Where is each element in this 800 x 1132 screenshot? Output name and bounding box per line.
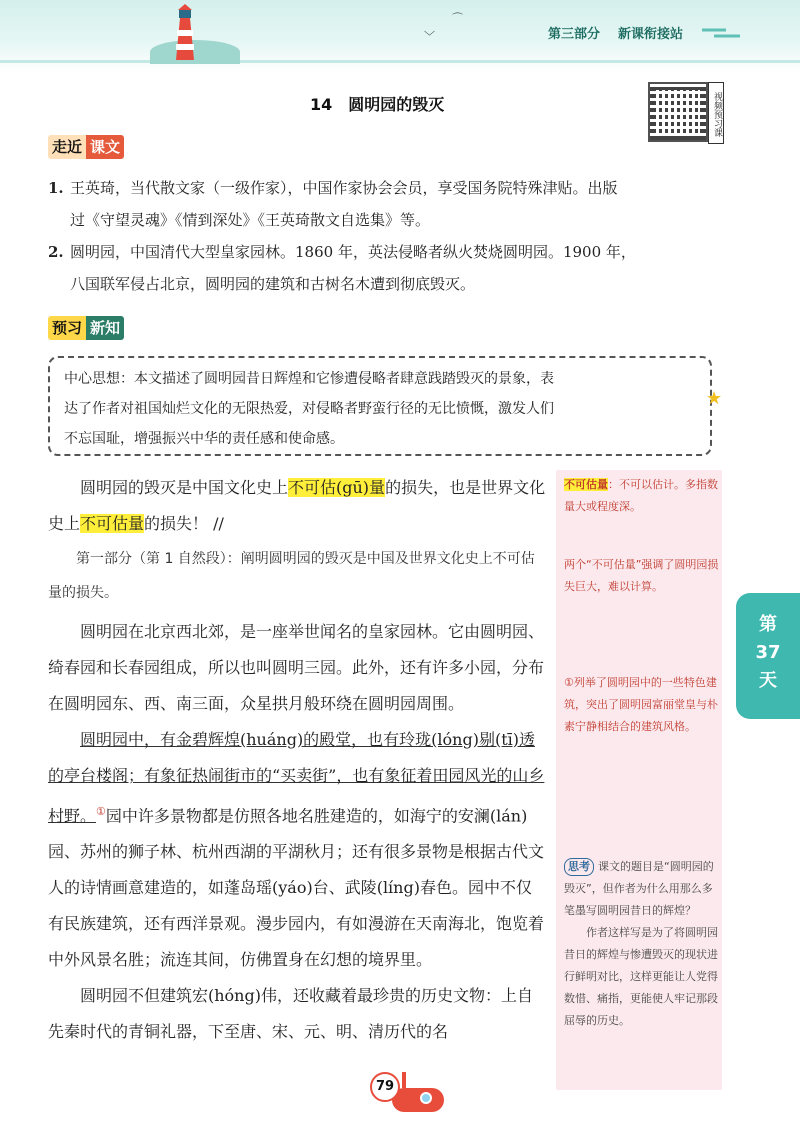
intro-line: 过《守望灵魂》《情到深处》《王英琦散文自选集》等。 [70, 211, 431, 229]
highlight-term: 不可估量 [80, 514, 145, 533]
part-summary: 第一部分（第 1 自然段）：阐明圆明园的毁灭是中国及世界文化史上不可估量的损失。 [48, 551, 535, 601]
paragraph-3 [48, 722, 546, 978]
think-answer: 作者这样写是为了将圆明园昔日的辉煌与惨遭毁灭的现状进行鲜明对比，这样更能让人党得数惜、痛指，更能使人牢记那段屈辱的历史。 [564, 926, 718, 1027]
think-badge: 思考 [564, 858, 594, 876]
intro-number: 1. [48, 179, 64, 197]
video-preview-label[interactable]: 视频预习课 [708, 82, 724, 144]
underlined-text: 圆明园中，有金碧辉煌(huáng)的殿堂，也有玲珑(lóng)剔(tī)透的亭台楼阁；有象征热闹街市的“买卖街”，也有象征着田园风光的山乡村野。 [48, 730, 545, 826]
text-run: 园中许多景物都是仿照各地名胜建造的，如海宁的安澜(lán)园、苏州的狮子林、杭州西湖的平湖秋月；还有很多景物是根据古代文人的诗情画意建造的，如蓬岛瑶(yáo)台、武陵(líng)春色。园中不仅有民族建筑，还有西洋景观。漫步园内，有如漫游在天南海北，饱览着中外风景名胜；流连其间，仿佛置身在幻想的境界里。 [48, 806, 545, 970]
star-icon: ★ [706, 388, 723, 409]
note-marker: ① [96, 805, 106, 818]
tag-part-b: 新知 [86, 316, 124, 340]
header-divider [0, 60, 800, 63]
section-title: 第三部分 [548, 27, 601, 42]
day-tab-line: 第 [759, 614, 777, 635]
intro-item [48, 236, 728, 300]
intro-item [48, 172, 728, 236]
bird-icon: ⌒ [452, 12, 463, 25]
tag-part-a: 走近 [48, 135, 86, 159]
main-text [48, 470, 546, 1050]
qr-code[interactable] [648, 82, 708, 142]
side-note-think [564, 856, 720, 1032]
note-text: ：不可以估计。多指数量大或程度深。 [564, 478, 718, 513]
page-number: 79 [370, 1072, 400, 1102]
central-idea-line: 达了作者对祖国灿烂文化的无限热爱，对侵略者野蛮行径的无比愤慨，激发人们 [64, 401, 554, 417]
text-run: 的损失！ // [144, 514, 224, 533]
preview-section-tag [48, 316, 124, 340]
note-term: 不可估量 [564, 478, 608, 491]
lighthouse-icon [168, 4, 202, 64]
tag-part-a: 预习 [48, 316, 86, 340]
submarine-mast-icon [402, 1072, 406, 1088]
section-subtitle: 新课衔接站 [618, 27, 684, 42]
lesson-title: 14 圆明园的毁灭 [310, 95, 445, 114]
text-run: 世界文化史上 [48, 478, 546, 533]
submarine-window-icon [420, 1092, 432, 1104]
central-idea-line: 不忘国耻，增强振兴中华的责任感和使命感。 [64, 431, 344, 447]
side-note-definition [564, 474, 720, 518]
highlight-term: 不可估(gū)量 [288, 478, 386, 497]
central-idea-box [48, 356, 712, 456]
intro-line: 八国联军侵占北京，圆明园的建筑和古树名木遭到彻底毁灭。 [70, 275, 476, 293]
paragraph-4: 圆明园不但建筑宏(hóng)伟，还收藏着最珍贵的历史文物：上自先秦时代的青铜礼器，下至唐、宋、元、明、清历代的名 [48, 986, 533, 1042]
submarine-icon [392, 1088, 444, 1112]
intro-line: 王英琦，当代散文家（一级作家），中国作家协会会员，享受国务院特殊津贴。出版 [70, 179, 618, 197]
intro-number: 2. [48, 243, 64, 261]
day-tab-number: 37 [755, 642, 781, 663]
intro-line: 圆明园，中国清代大型皇家园林。1860 年，英法侵略者纵火焚烧圆明园。1900 年， [70, 243, 636, 261]
think-question: 课文的题目是“圆明园的毁灭”，但作者为什么用那么多笔墨写圆明园昔日的辉煌？ [564, 860, 714, 917]
intro-section-tag [48, 135, 124, 159]
day-tab-line: 天 [759, 670, 777, 691]
side-note-emphasis: 两个“不可估量”强调了圆明园损失巨大，难以计算。 [564, 558, 719, 593]
central-idea-line: 中心思想：本文描述了圆明园昔日辉煌和它惨遭侵略者肆意践踏毁灭的景象，表 [64, 371, 554, 387]
paragraph-2: 圆明园在北京西北郊，是一座举世闻名的皇家园林。它由圆明园、绮春园和长春园组成，所以也叫圆明三园。此外，还有许多小园，分布在圆明园东、西、南三面，众星拱月般环绕在圆明园周围。 [48, 622, 545, 713]
text-run: 的损失，也是 [385, 478, 482, 497]
tag-part-b: 课文 [86, 135, 124, 159]
wave-decoration-icon [700, 22, 760, 42]
side-note-structure: ①列举了圆明园中的一些特色建筑，突出了圆明园富丽堂皇与朴素宁静相结合的建筑风格。 [564, 676, 718, 733]
paragraph-1 [48, 470, 546, 542]
day-tab[interactable] [736, 593, 800, 719]
bird-icon: ﹀ [424, 30, 435, 43]
text-run: 圆明园的毁灭是中国文化史上 [80, 478, 289, 497]
